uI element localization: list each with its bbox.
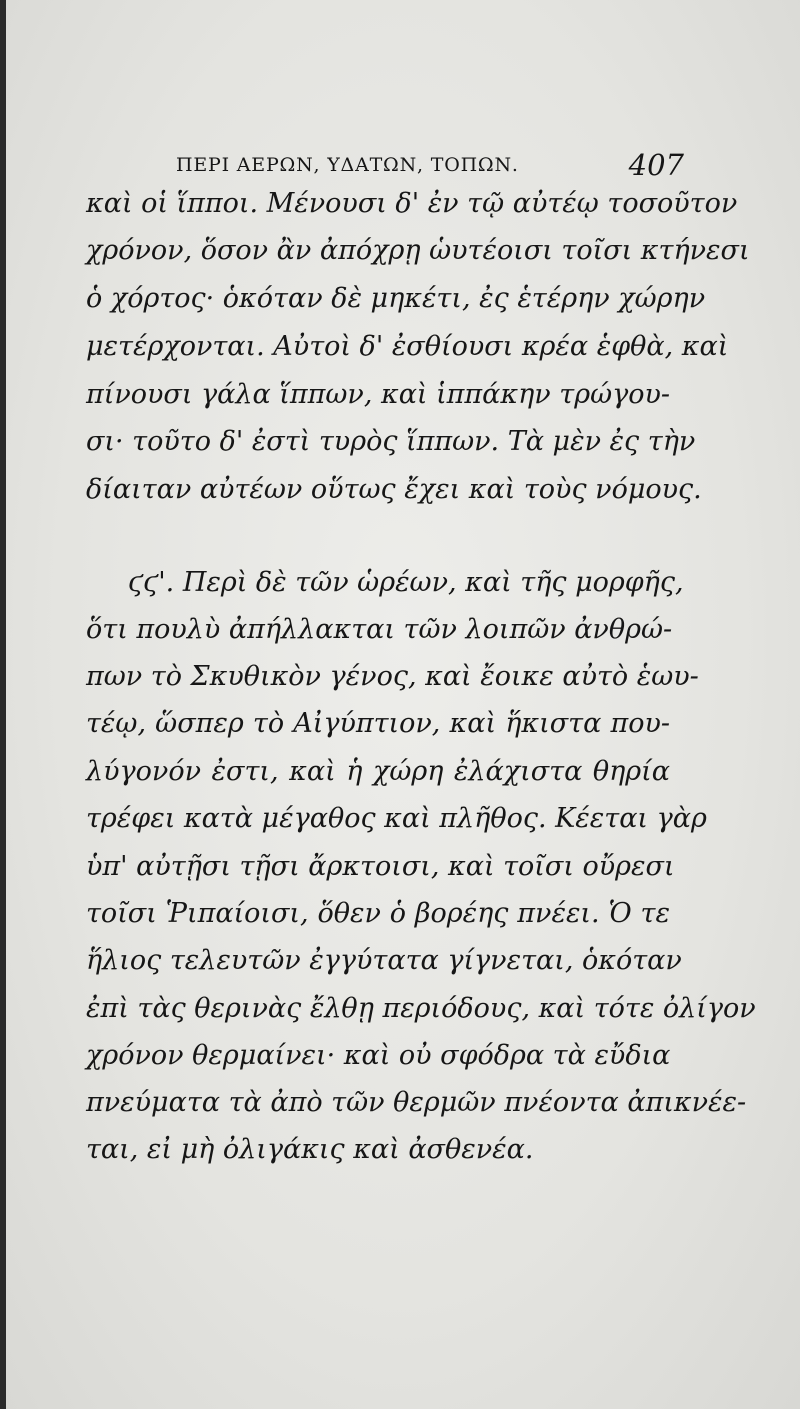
text-line: δίαιταν αὐτέων οὕτως ἔχει καὶ τοὺς νόμους. [86,474,702,505]
text-line: χρόνον θερμαίνει· καὶ οὐ σφόδρα τὰ εὔδια [86,1040,671,1071]
text-line: πνεύματα τὰ ἀπὸ τῶν θερμῶν πνέοντα ἀπικνέε- [86,1087,747,1118]
text-line: τέῳ, ὥσπερ τὸ Αἰγύπτιον, καὶ ἥκιστα που- [86,708,670,739]
text-line: τρέφει κατὰ μέγαθος καὶ πλῆθος. Κέεται γὰρ [86,803,707,834]
text-line: πίνουσι γάλα ἵππων, καὶ ἱππάκην τρώγου- [86,379,671,410]
text-line: λύγονόν ἐστι, καὶ ἡ χώρη ἐλάχιστα θηρία [86,756,670,787]
text-line: ὑπ' αὐτῇσι τῇσι ἄρκτοισι, καὶ τοῖσι οὔρεσι [86,851,675,882]
running-head: ΠΕΡΙ ΑΕΡΩΝ, ΥΔΑΤΩΝ, ΤΟΠΩΝ. [176,154,519,176]
text-line: χρόνον, ὅσον ἂν ἀπόχρῃ ὡυτέοισι τοῖσι κτήνεσι [86,235,750,266]
text-line: ἥλιος τελευτῶν ἐγγύτατα γίγνεται, ὁκόταν [86,945,682,976]
text-line: μετέρχονται. Αὐτοὶ δ' ἐσθίουσι κρέα ἑφθὰ, καὶ [86,331,729,362]
text-line: ὁ χόρτος· ὁκόταν δὲ μηκέτι, ἐς ἑτέρην χώρην [86,283,706,314]
page-edge-shadow [0,0,6,1409]
text-line: καὶ οἱ ἵπποι. Μένουσι δ' ἐν τῷ αὐτέῳ τοσοῦτον [86,188,738,219]
text-line: ται, εἰ μὴ ὀλιγάκις καὶ ἀσθενέα. [86,1134,534,1165]
text-line: ϛϛ'. Περὶ δὲ τῶν ὡρέων, καὶ τῆς μορφῆς, [128,567,684,598]
text-line: τοῖσι Ῥιπαίοισι, ὅθεν ὁ βορέης πνέει. Ὁ τε [86,898,670,929]
text-line: πων τὸ Σκυθικὸν γένος, καὶ ἔοικε αὐτὸ ἑωυ- [86,661,699,692]
text-line: σι· τοῦτο δ' ἐστὶ τυρὸς ἵππων. Τὰ μὲν ἐς τὴν [86,426,696,457]
text-line: ὅτι πουλὺ ἀπήλλακται τῶν λοιπῶν ἀνθρώ- [86,614,673,645]
page-header [176,148,684,188]
text-line: ἐπὶ τὰς θερινὰς ἔλθῃ περιόδους, καὶ τότε ὀλίγον [86,993,756,1024]
page-number: 407 [628,148,684,182]
